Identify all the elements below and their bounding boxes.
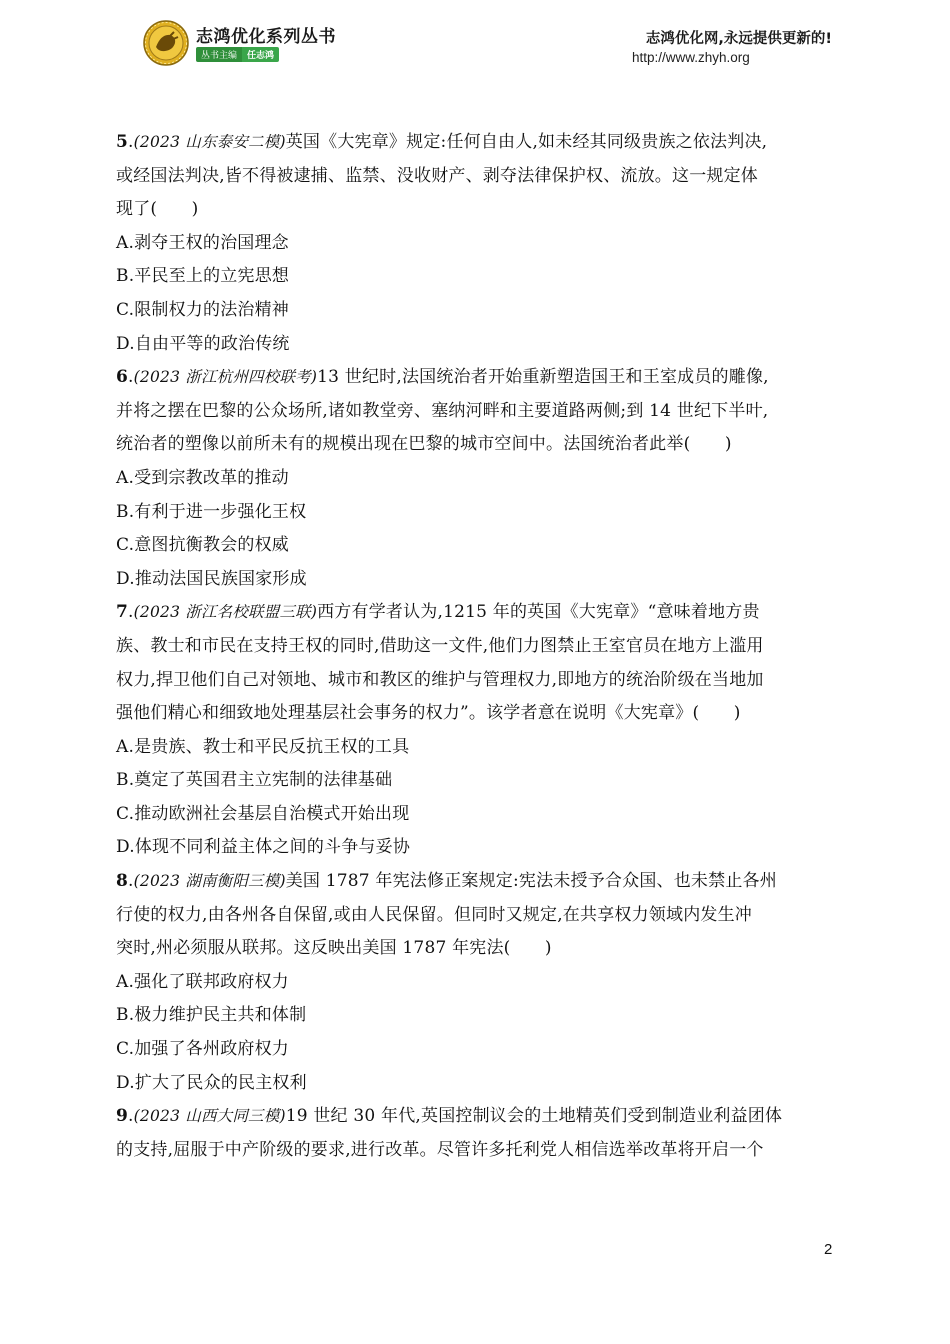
answer-option: A.受到宗教改革的推动 xyxy=(116,467,289,488)
question-stem-text: 的支持,屈服于中产阶级的要求,进行改革。尽管许多托利党人相信选举改革将开启一个 xyxy=(116,1139,764,1160)
answer-option: C.加强了各州政府权力 xyxy=(116,1039,290,1060)
question-source: (2023 山东泰安二模) xyxy=(133,133,286,151)
question-stem-text: 强他们精心和细致地处理基层社会事务的权力”。该学者意在说明《大宪章》( ) xyxy=(116,703,741,724)
question-stem-text: 西方有学者认为,1215 年的英国《大宪章》“意味着地方贵 xyxy=(317,602,760,623)
question-stem-line xyxy=(116,697,836,731)
question-stem-text: 行使的权力,由各州各自保留,或由人民保留。但同时又规定,在共享权力领域内发生冲 xyxy=(116,904,753,925)
answer-option: D.推动法国民族国家形成 xyxy=(116,568,307,589)
question-stem-line xyxy=(116,932,836,966)
question-stem-text: 突时,州必须服从联邦。这反映出美国 1787 年宪法( ) xyxy=(116,938,552,959)
question-stem-line xyxy=(116,1134,836,1168)
question-source: (2023 浙江杭州四校联考) xyxy=(133,368,318,387)
question-number: 5 xyxy=(116,132,129,152)
answer-option: C.限制权力的法治精神 xyxy=(116,299,290,320)
answer-option: C.意图抗衡教会的权威 xyxy=(116,535,290,556)
answer-option: A.是贵族、教士和平民反抗王权的工具 xyxy=(116,736,410,757)
question-stem-line xyxy=(116,395,836,429)
seal-logo-icon xyxy=(143,20,189,66)
answer-option: C.推动欧洲社会基层自治模式开始出现 xyxy=(116,803,410,824)
question-stem-text: 13 世纪时,法国统治者开始重新塑造国王和王室成员的雕像, xyxy=(317,367,769,388)
editor-name: 任志鸿 xyxy=(242,47,279,62)
question-source: (2023 浙江名校联盟三联) xyxy=(133,603,318,622)
question-stem-line xyxy=(116,428,836,462)
question-stem-text: 19 世纪 30 年代,英国控制议会的土地精英们受到制造业利益团体 xyxy=(285,1106,783,1127)
answer-option: D.体现不同利益主体之间的斗争与妥协 xyxy=(116,837,411,858)
editor-credit xyxy=(196,47,279,61)
question-stem-line xyxy=(116,160,836,194)
question-stem-line xyxy=(116,193,836,227)
question-stem-line xyxy=(116,664,836,698)
answer-option: A.强化了联邦政府权力 xyxy=(116,971,289,992)
question-7-stem: 7.(2023 浙江名校联盟三联)西方有学者认为,1215 年的英国《大宪章》“意味着地方贵 xyxy=(116,602,760,623)
question-stem-text: 权力,捍卫他们自己对领地、城市和教区的维护与管理权力,即地方的统治阶级在当地加 xyxy=(116,669,764,690)
question-5-stem: 5.(2023 山东泰安二模)英国《大宪章》规定:任何自由人,如未经其同级贵族之依法判决, xyxy=(116,132,768,152)
question-stem-line xyxy=(116,899,836,933)
question-number: 7 xyxy=(116,602,129,623)
question-number: 6 xyxy=(116,367,129,388)
answer-option: B.奠定了英国君主立宪制的法律基础 xyxy=(116,770,393,791)
site-slogan: 志鸿优化网,永远提供更新的! xyxy=(645,31,832,47)
question-number: 9 xyxy=(116,1106,129,1127)
page-header xyxy=(0,0,950,90)
question-8-stem: 8.(2023 湖南衡阳三模)美国 1787 年宪法修正案规定:宪法未授予合众国、也未禁止各州 xyxy=(116,871,777,892)
site-url[interactable]: http://www.zhyh.org xyxy=(632,50,750,65)
answer-option: B.平民至上的立宪思想 xyxy=(116,266,290,287)
question-stem-text: 美国 1787 年宪法修正案规定:宪法未授予合众国、也未禁止各州 xyxy=(285,871,777,892)
question-stem-text: 并将之摆在巴黎的公众场所,诸如教堂旁、塞纳河畔和主要道路两侧;到 14 世纪下半叶, xyxy=(116,400,769,421)
question-stem-text: 或经国法判决,皆不得被逮捕、监禁、没收财产、剥夺法律保护权、流放。这一规定体 xyxy=(116,165,759,186)
question-6-stem: 6.(2023 浙江杭州四校联考)13 世纪时,法国统治者开始重新塑造国王和王室成员的雕像, xyxy=(116,367,769,388)
editor-label: 丛书主编 xyxy=(196,47,242,62)
question-source: (2023 山西大同三模) xyxy=(133,1107,286,1126)
questions-content xyxy=(116,126,836,1167)
answer-option: A.剥夺王权的治国理念 xyxy=(116,232,289,253)
question-source: (2023 湖南衡阳三模) xyxy=(133,872,286,891)
question-stem-text: 族、教士和市民在支持王权的同时,借助这一文件,他们力图禁止王室官员在地方上滥用 xyxy=(116,635,764,656)
answer-option: B.有利于进一步强化王权 xyxy=(116,501,307,522)
question-stem-text: 英国《大宪章》规定:任何自由人,如未经其同级贵族之依法判决, xyxy=(285,132,768,152)
answer-option: D.扩大了民众的民主权利 xyxy=(116,1072,307,1093)
series-title: 志鸿优化系列丛书 xyxy=(196,27,336,47)
question-stem-text: 统治者的塑像以前所未有的规模出现在巴黎的城市空间中。法国统治者此举( ) xyxy=(116,434,732,455)
question-number: 8 xyxy=(116,871,129,892)
answer-option: B.极力维护民主共和体制 xyxy=(116,1005,307,1026)
question-stem-text: 现了( ) xyxy=(116,199,199,220)
question-stem-line xyxy=(116,630,836,664)
answer-option: D.自由平等的政治传统 xyxy=(116,333,290,354)
question-9-stem: 9.(2023 山西大同三模)19 世纪 30 年代,英国控制议会的土地精英们受到制造业利益团体 xyxy=(116,1106,783,1127)
page-number: 2 xyxy=(824,1241,833,1258)
